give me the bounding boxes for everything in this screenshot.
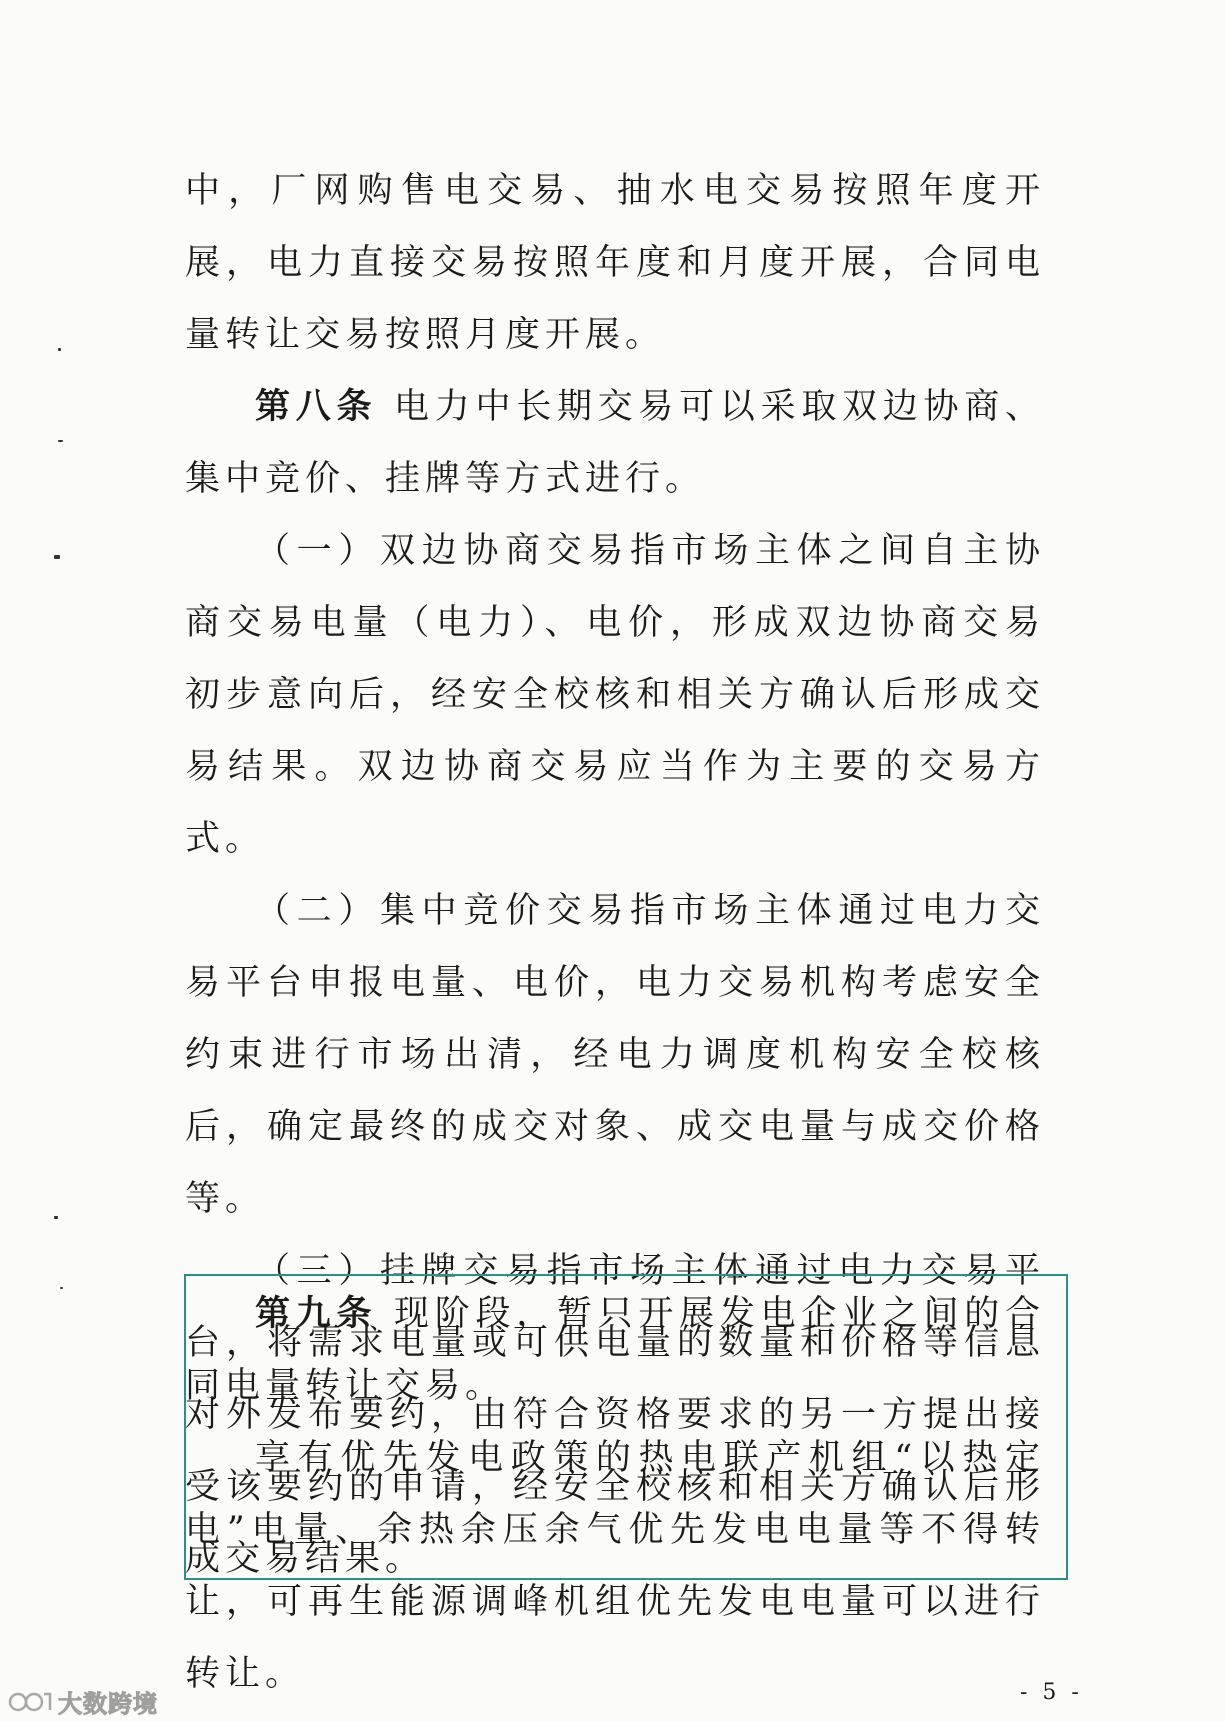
priority-paragraph <box>185 1422 1045 1710</box>
page-number: - 5 - <box>1020 1680 1083 1705</box>
paragraph <box>185 155 1045 371</box>
paragraph-text: （三）挂牌交易指市场主体通过电力交易平台，将需求电量或可供电量的数量和价格等信息对外发布要约，由符合资格要求的另一方提出接受该要约的申请，经安全校核和相关方确认后形成交易结果。 <box>185 1251 1045 1579</box>
highlight-text <box>185 1278 1045 1710</box>
article-heading: 第九条 <box>255 1293 378 1334</box>
scan-speck <box>58 440 63 442</box>
item-1-paragraph <box>185 515 1045 875</box>
watermark-logo-icon <box>8 1689 52 1715</box>
scan-speck <box>54 1216 58 1219</box>
scan-speck <box>54 555 60 559</box>
paragraph-text: （一）双边协商交易指市场主体之间自主协商交易电量（电力）、电价，形成双边协商交易初步意向后，经安全校核和相关方确认后形成交易结果。双边协商交易应当作为主要的交易方式。 <box>185 531 1045 859</box>
article-8-paragraph <box>185 371 1045 515</box>
scan-speck <box>60 1287 63 1289</box>
scan-speck <box>58 348 61 351</box>
article-9-paragraph <box>185 1278 1045 1422</box>
watermark <box>8 1684 158 1719</box>
paragraph-text: 现阶段，暂只开展发电企业之间的合同电量转让交易。 <box>185 1294 1045 1406</box>
paragraph-text: 电力中长期交易可以采取双边协商、集中竞价、挂牌等方式进行。 <box>185 387 1045 499</box>
paragraph-text: 中，厂网购售电交易、抽水电交易按照年度开展，电力直接交易按照年度和月度开展，合同电量转让交易按照月度开展。 <box>185 171 1045 355</box>
item-2-paragraph <box>185 875 1045 1235</box>
watermark-text: 大数跨境 <box>58 1690 158 1718</box>
paragraph-text: 享有优先发电政策的热电联产机组“以热定电”电量、余热余压余气优先发电电量等不得转让，可再生能源调峰机组优先发电电量可以进行转让。 <box>185 1438 1045 1694</box>
paragraph-text: （二）集中竞价交易指市场主体通过电力交易平台申报电量、电价，电力交易机构考虑安全约束进行市场出清，经电力调度机构安全校核后，确定最终的成交对象、成交电量与成交价格等。 <box>185 891 1045 1219</box>
article-heading: 第八条 <box>255 386 378 427</box>
